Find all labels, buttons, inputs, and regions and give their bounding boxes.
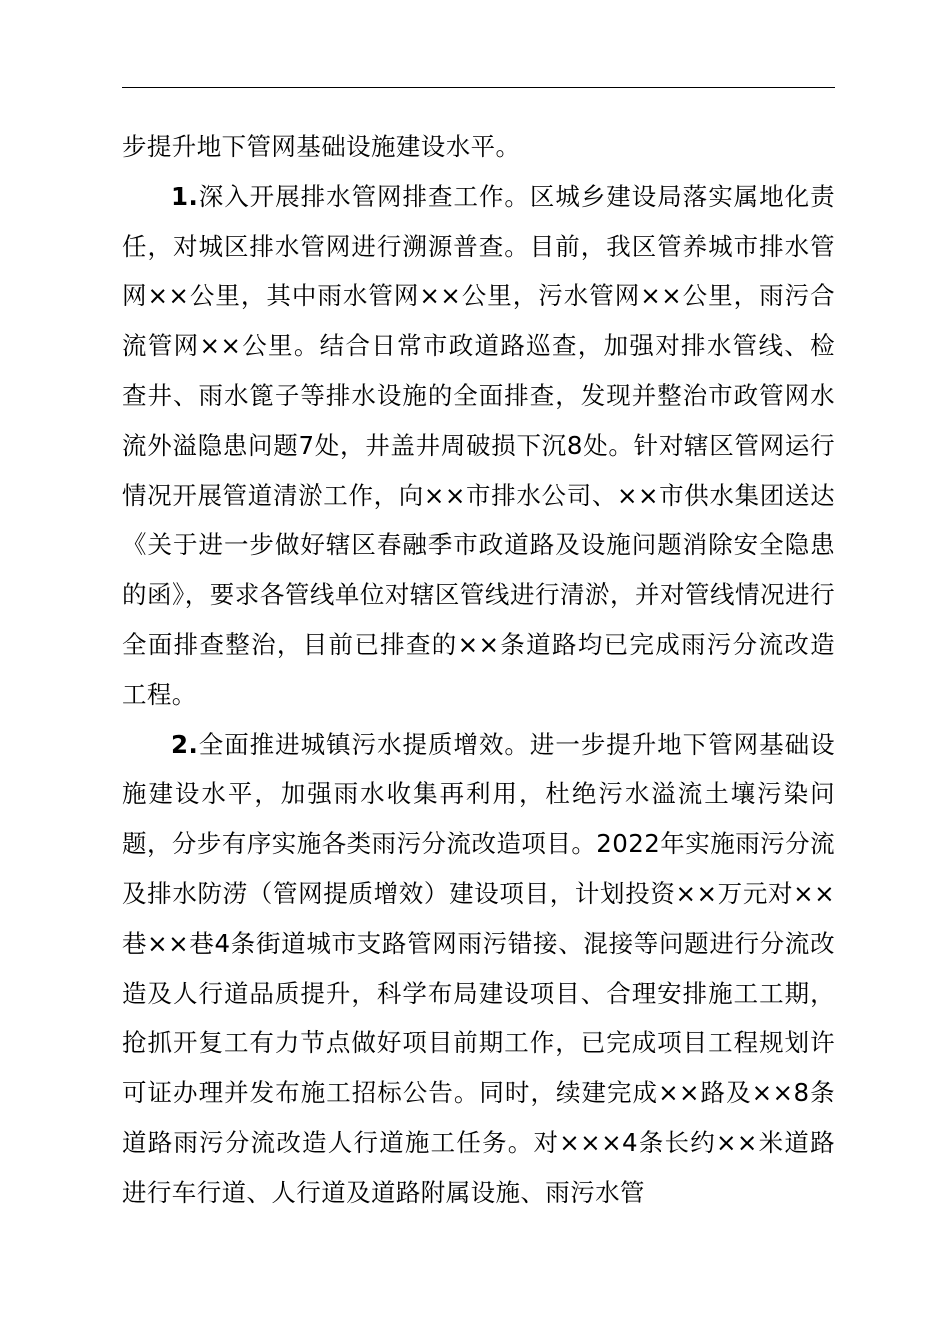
paragraph-continuation — [122, 122, 835, 172]
paragraph-number: 2. — [171, 729, 199, 759]
paragraph-text: 深入开展排水管网排查工作。区城乡建设局落实属地化责任，对城区排水管网进行溯源普查。目前，我区管养城市排水管网××公里，其中雨水管网××公里，污水管网××公里，雨污合流管网××公里。结合日常市政道路巡查，加强对排水管线、检查井、雨水篦子等排水设施的全面排查，发现并整治市政管网水流外溢隐患问题7处，井盖井周破损下沉8处。针对辖区管网运行情况开展管道清淤工作，向××市排水公司、××市供水集团送达《关于进一步做好辖区春融季市政道路及设施问题消除安全隐患的函》，要求各管线单位对辖区管线进行清淤，并对管线情况进行全面排查整治，目前已排查的××条道路均已完成雨污分流改造工程。 — [122, 181, 835, 709]
paragraph-number: 1. — [171, 181, 199, 211]
paragraph-item-1 — [122, 172, 835, 720]
header-rule — [122, 87, 835, 88]
paragraph-item-2 — [122, 720, 835, 1218]
body-text — [122, 122, 835, 1218]
paragraph-text: 全面推进城镇污水提质增效。进一步提升地下管网基础设施建设水平，加强雨水收集再利用，杜绝污水溢流土壤污染问题，分步有序实施各类雨污分流改造项目。2022年实施雨污分流及排水防涝（管网提质增效）建设项目，计划投资××万元对××巷××巷4条街道城市支路管网雨污错接、混接等问题进行分流改造及人行道品质提升，科学布局建设项目、合理安排施工工期，抢抓开复工有力节点做好项目前期工作，已完成项目工程规划许可证办理并发布施工招标公告。同时，续建完成××路及××8条道路雨污分流改造人行道施工任务。对×××4条长约××米道路进行车行道、人行道及道路附属设施、雨污水管 — [122, 729, 835, 1207]
paragraph-text: 步提升地下管网基础设施建设水平。 — [122, 132, 521, 161]
